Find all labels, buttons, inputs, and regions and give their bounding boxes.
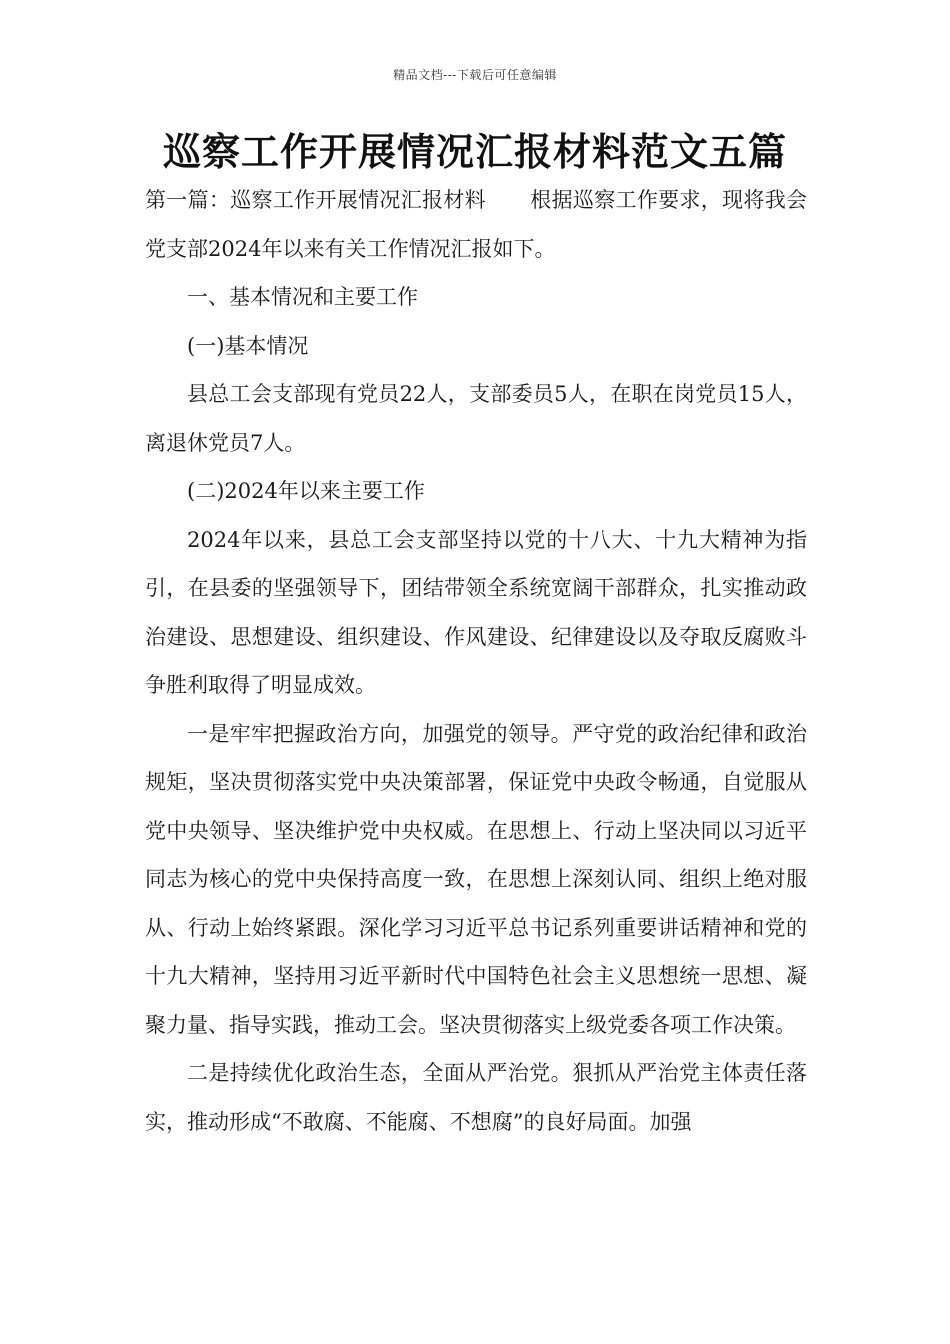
document-body [145, 176, 807, 1146]
header-note: 精品文档---下载后可任意编辑 [393, 68, 557, 82]
document-title: 巡察工作开展情况汇报材料范文五篇 [162, 129, 787, 174]
first-section-heading: 第一篇：巡察工作开展情况汇报材料 [145, 188, 486, 212]
paragraph-point-two: 二是持续优化政治生态，全面从严治党。狠抓从严治党主体责任落实，推动形成“不敢腐、不能腐、不想腐”的良好局面。加强 [145, 1061, 807, 1134]
section-heading-basic: 一、基本情况和主要工作 [187, 285, 418, 309]
first-section-intro: 根据巡察工作要求，现将我会党支部2024年以来有关工作情况汇报如下。 [145, 188, 808, 261]
first-paragraph [145, 176, 807, 273]
subsection-heading-main-work: (二)2024年以来主要工作 [187, 479, 425, 503]
paragraph-main-work-summary: 2024年以来，县总工会支部坚持以党的十八大、十九大精神为指引，在县委的坚强领导下，团结带领全系统宽阔干部群众，扎实推动政治建设、思想建设、组织建设、作风建设、纪律建设以及夺取反腐败斗争胜利取得了明显成效。 [145, 527, 807, 697]
paragraph-point-one: 一是牢牢把握政治方向，加强党的领导。严守党的政治纪律和政治规矩，坚决贯彻落实党中央决策部署，保证党中央政令畅通，自觉服从党中央领导、坚决维护党中央权威。在思想上、行动上坚决同以习近平同志为核心的党中央保持高度一致，在思想上深刻认同、组织上绝对服从、行动上始终紧跟。深化学习习近平总书记系列重要讲话精神和党的十九大精神，坚持用习近平新时代中国特色社会主义思想统一思想、凝聚力量、指导实践，推动工会。坚决贯彻落实上级党委各项工作决策。 [145, 721, 807, 1037]
paragraph-member-count: 县总工会支部现有党员22人，支部委员5人，在职在岗党员15人，离退休党员7人。 [145, 382, 807, 455]
subsection-heading-basic-info: (一)基本情况 [187, 333, 309, 358]
